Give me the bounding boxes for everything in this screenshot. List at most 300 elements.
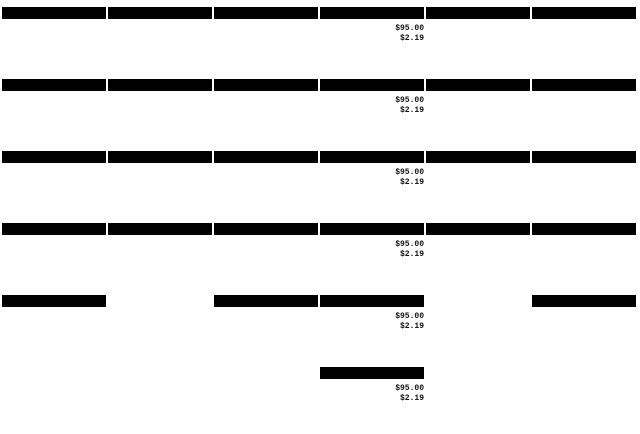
item-text — [532, 178, 636, 188]
section-header-bar — [2, 7, 106, 19]
section-header-bar — [532, 295, 636, 307]
item-price: $95.00 — [395, 24, 424, 33]
item-text — [214, 34, 318, 44]
item-text — [214, 136, 318, 146]
section-header-bar — [532, 151, 636, 163]
item-text — [214, 270, 318, 280]
item-text — [532, 24, 636, 34]
list-item — [532, 136, 636, 146]
item-text — [532, 54, 636, 64]
column-2 — [108, 2, 212, 388]
list-item — [532, 322, 636, 332]
list-item — [320, 34, 424, 44]
item-text — [320, 260, 424, 270]
item-text — [320, 126, 424, 136]
list-item — [320, 312, 424, 322]
item-text — [320, 44, 424, 54]
list-item — [214, 188, 318, 198]
section-header-bar — [214, 79, 318, 91]
section-header-bar — [320, 367, 424, 379]
list-item — [532, 178, 636, 188]
list-item — [2, 24, 106, 34]
item-text — [426, 240, 530, 250]
item-text — [2, 64, 106, 74]
list-item — [214, 34, 318, 44]
item-text — [426, 24, 530, 34]
list-item — [108, 270, 212, 280]
item-price: $95.00 — [395, 384, 424, 393]
list-item — [426, 44, 530, 54]
list-item — [214, 208, 318, 218]
item-text — [532, 64, 636, 74]
section-header-bar — [532, 223, 636, 235]
list-item — [320, 394, 424, 404]
list-item — [214, 116, 318, 126]
list-item — [214, 54, 318, 64]
item-text — [320, 64, 424, 74]
list-item — [2, 178, 106, 188]
item-text — [426, 250, 530, 260]
list-item — [108, 260, 212, 270]
list-item — [108, 24, 212, 34]
list-item — [320, 44, 424, 54]
list-item — [532, 208, 636, 218]
list-item — [108, 136, 212, 146]
item-text — [532, 240, 636, 250]
column-5 — [426, 2, 530, 388]
list-item — [108, 188, 212, 198]
item-text — [214, 188, 318, 198]
item-text — [214, 168, 318, 178]
list-item — [532, 168, 636, 178]
item-text — [320, 424, 424, 434]
section-header-bar — [426, 151, 530, 163]
item-text — [426, 54, 530, 64]
item-text — [108, 106, 212, 116]
item-text — [2, 116, 106, 126]
list-item — [320, 322, 424, 332]
item-text — [532, 250, 636, 260]
column-4 — [320, 2, 424, 403]
list-item — [426, 260, 530, 270]
list-item — [214, 44, 318, 54]
list-item — [2, 44, 106, 54]
list-item — [2, 126, 106, 136]
item-price: $2.19 — [399, 250, 424, 259]
item-text — [108, 44, 212, 54]
list-item — [2, 250, 106, 260]
list-item — [320, 168, 424, 178]
item-text — [214, 208, 318, 218]
list-item — [214, 260, 318, 270]
list-item — [214, 106, 318, 116]
list-item — [532, 116, 636, 126]
list-item — [2, 34, 106, 44]
item-text — [108, 198, 212, 208]
item-text — [426, 260, 530, 270]
item-text — [532, 116, 636, 126]
column-3 — [214, 2, 318, 388]
list-item — [214, 96, 318, 106]
list-item — [108, 178, 212, 188]
item-text — [2, 136, 106, 146]
list-item — [320, 414, 424, 424]
item-text — [320, 322, 400, 332]
list-item — [426, 188, 530, 198]
item-text — [320, 198, 424, 208]
item-text — [532, 260, 636, 270]
item-text — [108, 188, 212, 198]
section-header-bar — [108, 223, 212, 235]
list-item — [320, 178, 424, 188]
list-item — [108, 240, 212, 250]
item-text — [108, 116, 212, 126]
item-text — [532, 208, 636, 218]
section-header-bar — [320, 79, 424, 91]
list-item — [108, 126, 212, 136]
list-item — [320, 384, 424, 394]
section-header-bar — [426, 79, 530, 91]
item-price: $95.00 — [395, 312, 424, 321]
item-text — [108, 280, 212, 290]
item-text — [214, 322, 318, 332]
item-text — [320, 54, 424, 64]
list-item — [532, 198, 636, 208]
list-item — [426, 240, 530, 250]
section-header-bar — [320, 7, 424, 19]
list-item — [2, 322, 106, 332]
item-text — [532, 34, 636, 44]
list-item — [320, 342, 424, 352]
list-item — [426, 178, 530, 188]
item-text — [2, 44, 106, 54]
list-item — [214, 342, 318, 352]
item-text — [320, 240, 395, 250]
item-text — [320, 188, 424, 198]
item-text — [214, 240, 318, 250]
item-text — [532, 106, 636, 116]
list-item — [2, 342, 106, 352]
section-header-bar — [426, 223, 530, 235]
list-item — [214, 250, 318, 260]
item-text — [532, 322, 636, 332]
list-item — [532, 240, 636, 250]
list-item — [532, 188, 636, 198]
list-item — [320, 198, 424, 208]
list-item — [320, 352, 424, 362]
list-item — [532, 34, 636, 44]
list-item — [532, 64, 636, 74]
list-item — [2, 332, 106, 342]
list-item — [532, 126, 636, 136]
item-text — [532, 168, 636, 178]
item-text — [320, 96, 395, 106]
item-text — [2, 126, 106, 136]
column-6 — [532, 2, 636, 388]
list-item — [426, 34, 530, 44]
list-item — [2, 136, 106, 146]
list-item — [108, 96, 212, 106]
item-text — [214, 250, 318, 260]
list-item — [426, 198, 530, 208]
item-text — [108, 54, 212, 64]
list-item — [426, 24, 530, 34]
item-text — [214, 24, 318, 34]
item-price: $2.19 — [399, 34, 424, 43]
list-item — [532, 332, 636, 342]
list-item — [320, 280, 424, 290]
list-item — [426, 126, 530, 136]
item-text — [532, 270, 636, 280]
list-item — [214, 136, 318, 146]
item-text — [108, 240, 212, 250]
item-text — [532, 312, 636, 322]
list-item — [214, 332, 318, 342]
list-item — [2, 54, 106, 64]
list-item — [214, 352, 318, 362]
item-price: $2.19 — [399, 106, 424, 115]
list-item — [532, 280, 636, 290]
item-text — [532, 44, 636, 54]
item-text — [320, 24, 395, 34]
list-item — [108, 168, 212, 178]
item-text — [214, 96, 318, 106]
list-item — [108, 116, 212, 126]
item-text — [2, 322, 106, 332]
item-text — [108, 64, 212, 74]
item-text — [2, 260, 106, 270]
item-text — [532, 342, 636, 352]
list-item — [320, 240, 424, 250]
list-item — [532, 24, 636, 34]
section-header-bar — [532, 7, 636, 19]
list-item — [2, 270, 106, 280]
item-text — [108, 260, 212, 270]
list-item — [532, 312, 636, 322]
list-item — [320, 106, 424, 116]
list-item — [532, 260, 636, 270]
item-text — [214, 352, 318, 362]
item-text — [214, 312, 318, 322]
list-item — [320, 332, 424, 342]
list-item — [532, 342, 636, 352]
item-text — [214, 44, 318, 54]
item-text — [2, 96, 106, 106]
list-item — [108, 250, 212, 260]
item-text — [320, 136, 424, 146]
item-text — [108, 34, 212, 44]
item-text — [426, 106, 530, 116]
item-text — [320, 106, 400, 116]
section-header-bar — [532, 79, 636, 91]
section-header-bar — [2, 79, 106, 91]
list-item — [2, 280, 106, 290]
list-item — [426, 280, 530, 290]
list-item — [426, 96, 530, 106]
list-item — [2, 96, 106, 106]
list-item — [320, 116, 424, 126]
item-text — [532, 96, 636, 106]
list-item — [214, 24, 318, 34]
item-text — [320, 384, 395, 394]
list-item — [532, 44, 636, 54]
list-item — [2, 260, 106, 270]
item-text — [2, 280, 106, 290]
section-header-bar — [320, 223, 424, 235]
item-text — [426, 270, 530, 280]
list-item — [2, 188, 106, 198]
list-item — [214, 270, 318, 280]
list-item — [214, 312, 318, 322]
column-grid — [2, 2, 638, 403]
list-item — [426, 270, 530, 280]
item-text — [320, 280, 424, 290]
list-item — [320, 136, 424, 146]
section-header-bar — [214, 7, 318, 19]
item-text — [532, 352, 636, 362]
section-header-bar — [214, 151, 318, 163]
list-item — [426, 168, 530, 178]
list-item — [108, 198, 212, 208]
section-header-bar — [214, 295, 318, 307]
item-text — [320, 352, 424, 362]
item-text — [532, 198, 636, 208]
item-text — [320, 168, 395, 178]
list-item — [2, 208, 106, 218]
item-text — [426, 280, 530, 290]
list-item — [108, 106, 212, 116]
list-item — [214, 280, 318, 290]
item-text — [426, 116, 530, 126]
list-item — [426, 64, 530, 74]
list-item — [320, 64, 424, 74]
item-text — [214, 198, 318, 208]
item-text — [214, 342, 318, 352]
list-item — [108, 44, 212, 54]
item-text — [214, 260, 318, 270]
list-item — [108, 64, 212, 74]
section-header-bar — [108, 7, 212, 19]
item-text — [2, 106, 106, 116]
item-text — [2, 168, 106, 178]
item-text — [214, 64, 318, 74]
item-text — [320, 404, 424, 414]
list-item — [532, 54, 636, 64]
item-text — [320, 270, 424, 280]
section-header-bar — [214, 223, 318, 235]
section-header-bar — [2, 223, 106, 235]
list-item — [426, 208, 530, 218]
item-price: $2.19 — [399, 394, 424, 403]
item-text — [426, 44, 530, 54]
list-item — [2, 106, 106, 116]
item-text — [214, 126, 318, 136]
list-item — [320, 54, 424, 64]
list-item — [108, 208, 212, 218]
item-text — [108, 208, 212, 218]
item-text — [320, 208, 424, 218]
list-item — [108, 54, 212, 64]
list-item — [532, 106, 636, 116]
list-item — [426, 116, 530, 126]
item-text — [2, 332, 106, 342]
list-item — [214, 64, 318, 74]
item-text — [532, 332, 636, 342]
item-text — [2, 312, 106, 322]
item-text — [108, 96, 212, 106]
list-item — [320, 24, 424, 34]
item-text — [2, 208, 106, 218]
list-item — [532, 352, 636, 362]
item-text — [2, 342, 106, 352]
item-text — [320, 342, 424, 352]
item-text — [320, 250, 400, 260]
item-text — [532, 188, 636, 198]
item-text — [320, 312, 395, 322]
item-price: $2.19 — [399, 178, 424, 187]
section-header-bar — [426, 7, 530, 19]
item-text — [2, 270, 106, 280]
list-item — [320, 96, 424, 106]
item-text — [426, 188, 530, 198]
list-item — [214, 240, 318, 250]
item-text — [2, 24, 106, 34]
section-header-bar — [320, 295, 424, 307]
item-text — [108, 136, 212, 146]
list-item — [2, 312, 106, 322]
item-text — [426, 136, 530, 146]
item-text — [108, 126, 212, 136]
item-text — [426, 168, 530, 178]
item-text — [426, 178, 530, 188]
list-item — [214, 198, 318, 208]
list-item — [426, 54, 530, 64]
item-text — [426, 96, 530, 106]
list-item — [2, 240, 106, 250]
list-item — [2, 198, 106, 208]
list-item — [532, 96, 636, 106]
list-item — [108, 34, 212, 44]
item-price: $95.00 — [395, 96, 424, 105]
item-text — [2, 198, 106, 208]
list-item — [532, 250, 636, 260]
list-item — [2, 116, 106, 126]
list-item — [320, 208, 424, 218]
item-text — [214, 54, 318, 64]
item-text — [214, 280, 318, 290]
item-text — [2, 34, 106, 44]
item-text — [320, 414, 424, 424]
item-text — [214, 116, 318, 126]
item-text — [108, 168, 212, 178]
item-text — [2, 188, 106, 198]
list-item — [214, 178, 318, 188]
item-text — [320, 34, 400, 44]
item-text — [426, 64, 530, 74]
list-item — [320, 126, 424, 136]
item-text — [2, 240, 106, 250]
item-text — [2, 54, 106, 64]
item-text — [108, 250, 212, 260]
list-item — [214, 322, 318, 332]
list-item — [320, 424, 424, 434]
item-text — [532, 280, 636, 290]
item-price: $2.19 — [399, 322, 424, 331]
section-header-bar — [108, 151, 212, 163]
list-item — [320, 404, 424, 414]
item-text — [214, 106, 318, 116]
column-1 — [2, 2, 106, 388]
